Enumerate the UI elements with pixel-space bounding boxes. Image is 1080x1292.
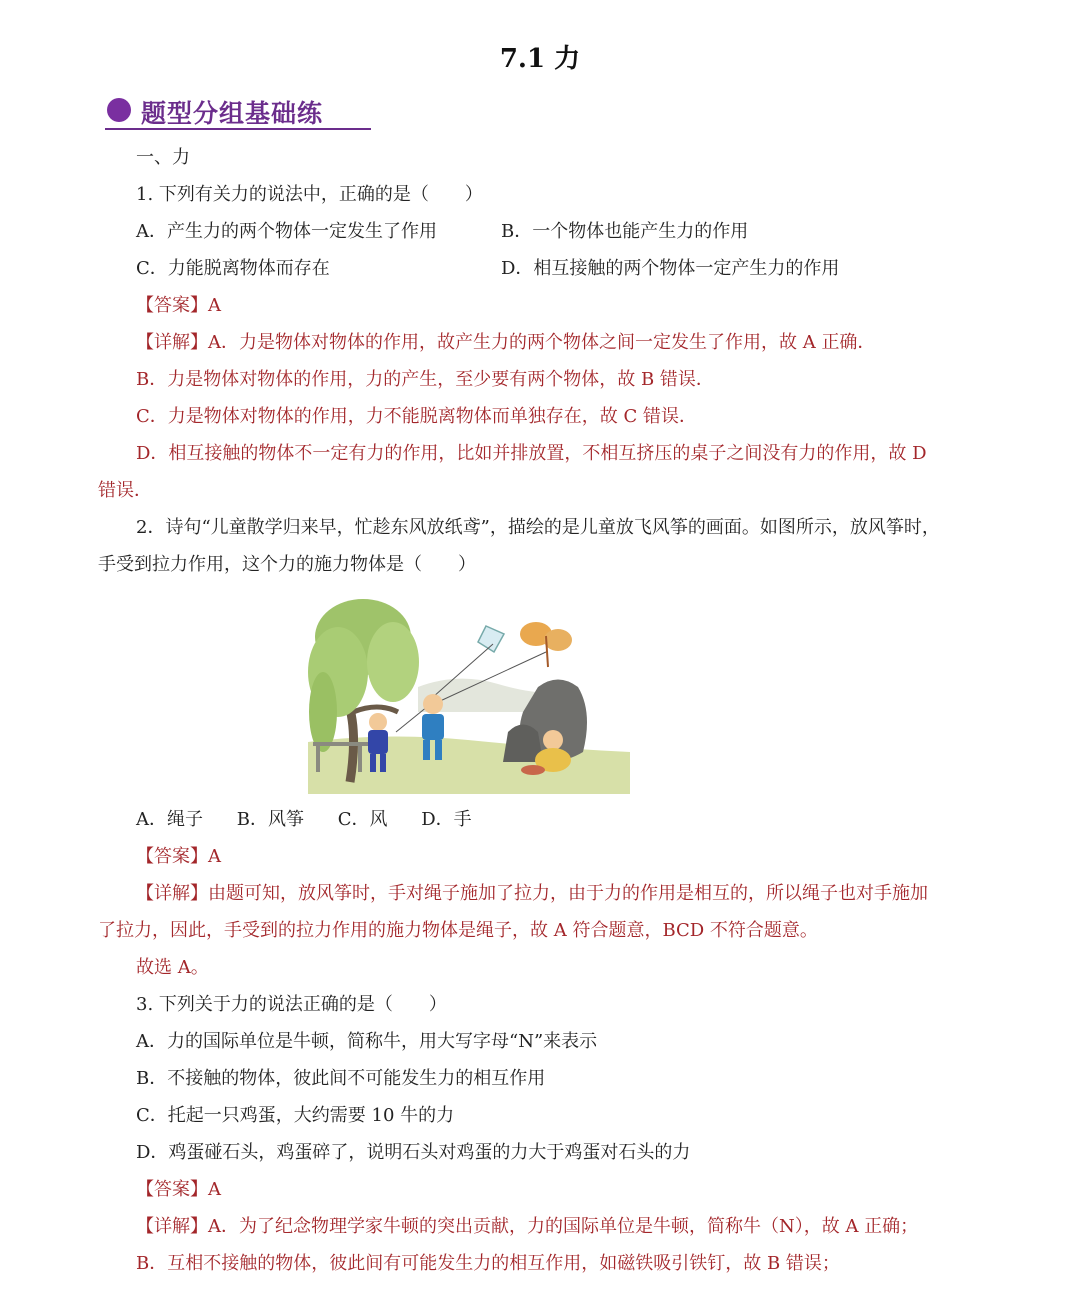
q1-option-d: D．相互接触的两个物体一定产生力的作用 <box>501 258 840 279</box>
q3-stem: 3. 下列关于力的说法正确的是（ ） <box>136 994 447 1015</box>
q2-option-d: D．手 <box>421 809 472 830</box>
q2-stem: 2．诗句“儿童散学归来早，忙趁东风放纸鸢”，描绘的是儿童放飞风筝的画面。如图所示，放风筝时， <box>136 517 940 538</box>
q2-option-a: A．绳子 <box>136 809 203 830</box>
q3-option-d: D．鸡蛋碰石头，鸡蛋碎了，说明石头对鸡蛋的力大于鸡蛋对石头的力 <box>136 1142 691 1163</box>
section-header <box>105 92 371 130</box>
q3-option-b: B．不接触的物体，彼此间不可能发生力的相互作用 <box>136 1068 546 1089</box>
q3-explanation-b: B．互相不接触的物体，彼此间有可能发生力的相互作用，如磁铁吸引铁钉，故 B 错误； <box>136 1253 840 1274</box>
q1-option-b: B．一个物体也能产生力的作用 <box>501 221 749 242</box>
q2-options <box>136 807 500 833</box>
q1-explanation-a: 【详解】A．力是物体对物体的作用，故产生力的两个物体之间一定发生了作用，故 A 正确． <box>136 332 876 353</box>
bullet-dot-icon <box>107 98 131 122</box>
heading-force: 一、力 <box>136 147 190 168</box>
q1-explanation-b: B．力是物体对物体的作用，力的产生，至少要有两个物体，故 B 错误． <box>136 369 714 390</box>
kite-flying-illustration <box>308 592 630 794</box>
q2-option-b: B．风筝 <box>236 809 304 830</box>
section-label: 题型分组基础练 <box>141 99 324 128</box>
q2-option-c: C．风 <box>337 809 388 830</box>
q1-stem: 1. 下列有关力的说法中，正确的是（ ） <box>136 184 483 205</box>
q2-answer: 【答案】A <box>136 846 221 867</box>
q1-explanation-d: D．相互接触的物体不一定有力的作用，比如并排放置，不相互挤压的桌子之间没有力的作用，故 D <box>136 443 927 464</box>
page-title: 7.1 力 <box>499 44 581 74</box>
q1-option-a: A．产生力的两个物体一定发生了作用 <box>136 221 437 242</box>
q2-explanation-cont: 了拉力，因此，手受到的拉力作用的施力物体是绳子，故 A 符合题意，BCD 不符合题意。 <box>98 920 818 941</box>
q2-stem-cont: 手受到拉力作用，这个力的施力物体是（ ） <box>98 554 476 575</box>
q3-explanation-a: 【详解】A．为了纪念物理学家牛顿的突出贡献，力的国际单位是牛顿，简称牛（N），故 A 正确； <box>136 1216 919 1237</box>
q2-explanation: 【详解】由题可知，放风筝时，手对绳子施加了拉力，由于力的作用是相互的，所以绳子也对手施加 <box>136 883 928 904</box>
q1-option-c: C．力能脱离物体而存在 <box>136 258 330 279</box>
q1-answer: 【答案】A <box>136 295 221 316</box>
q3-option-a: A．力的国际单位是牛顿，简称牛，用大写字母“N”来表示 <box>136 1031 598 1052</box>
q3-answer: 【答案】A <box>136 1179 221 1200</box>
q2-conclusion: 故选 A。 <box>136 957 209 978</box>
q1-explanation-c: C．力是物体对物体的作用，力不能脱离物体而单独存在，故 C 错误． <box>136 406 697 427</box>
q3-option-c: C．托起一只鸡蛋，大约需要 10 牛的力 <box>136 1105 455 1126</box>
q1-explanation-d-cont: 错误． <box>98 480 152 501</box>
